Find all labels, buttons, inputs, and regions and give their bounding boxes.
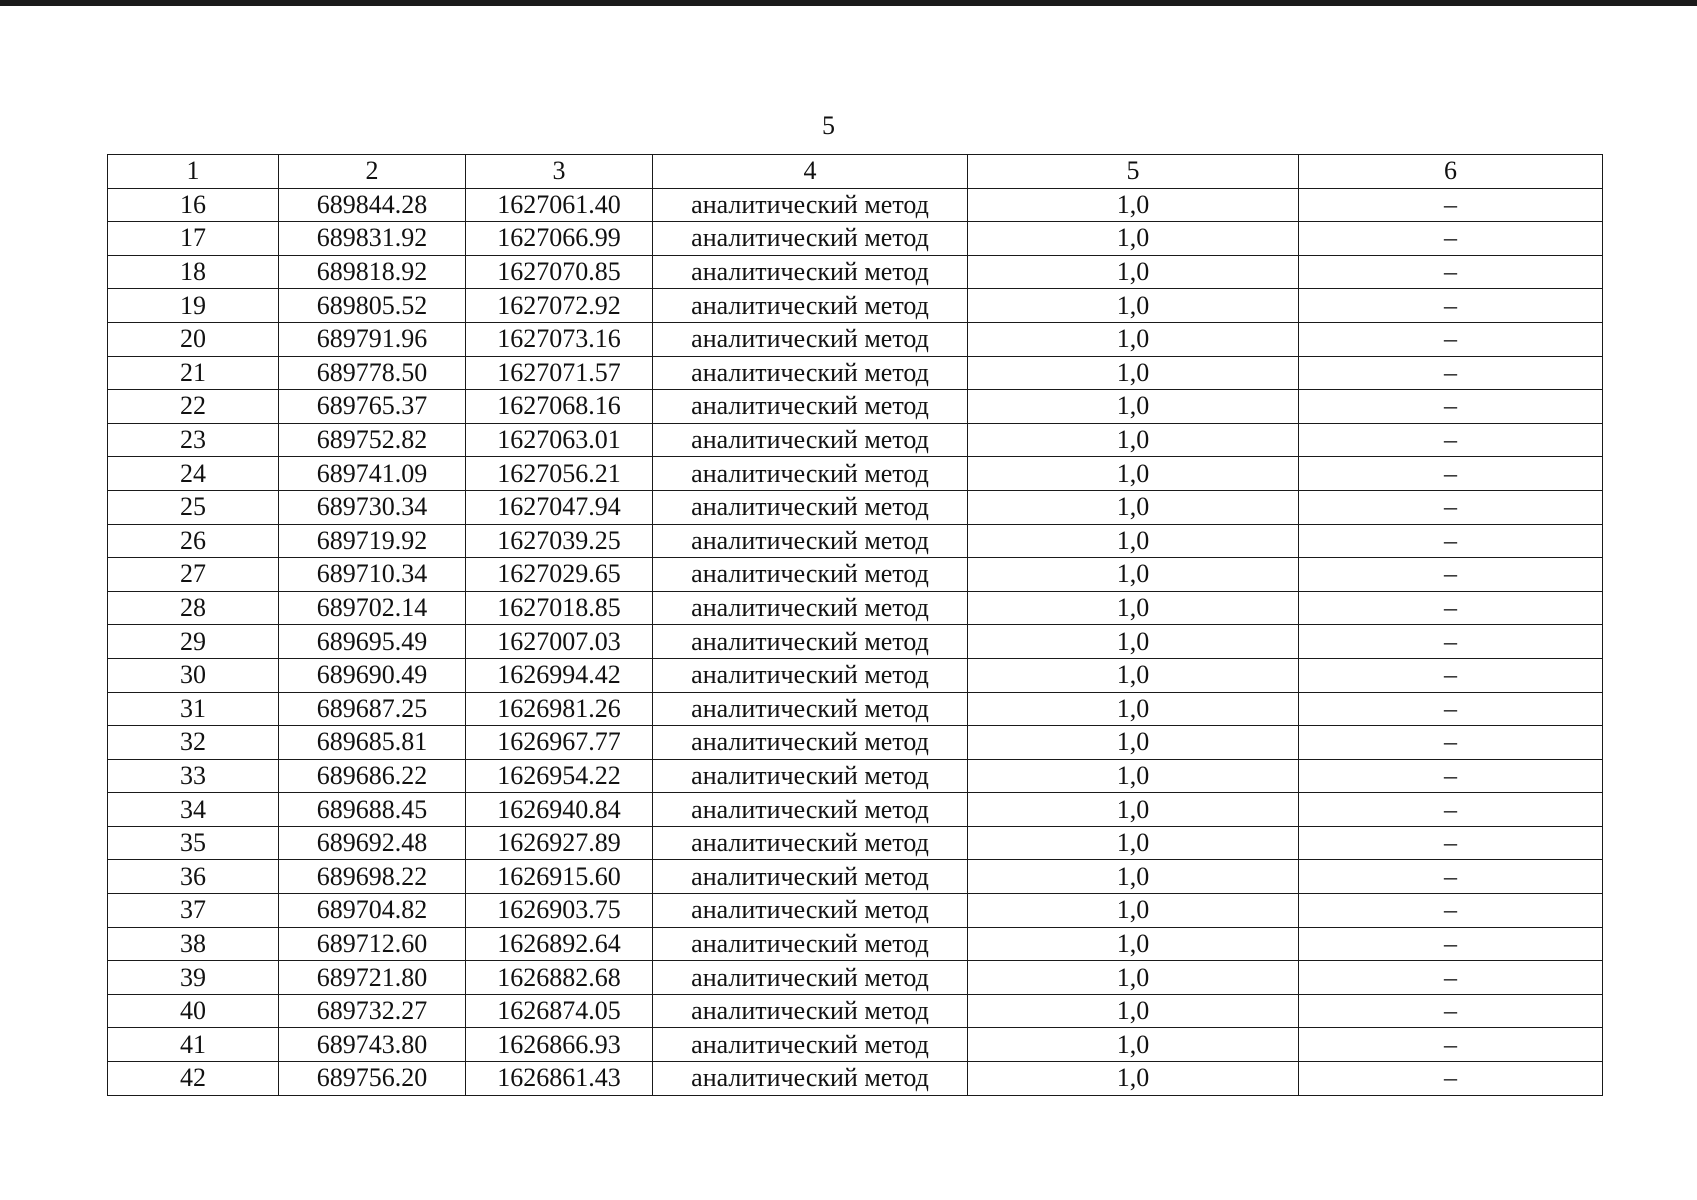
table-row: [108, 894, 1603, 928]
point-number-cell: 28: [108, 591, 279, 625]
point-number-cell: 19: [108, 289, 279, 323]
description-cell: –: [1299, 759, 1603, 793]
description-cell: –: [1299, 692, 1603, 726]
method-cell: аналитический метод: [653, 188, 968, 222]
accuracy-cell: 1,0: [968, 423, 1299, 457]
x-coordinate-cell: 689704.82: [279, 894, 466, 928]
y-coordinate-cell: 1626967.77: [466, 726, 653, 760]
y-coordinate-cell: 1627070.85: [466, 255, 653, 289]
y-coordinate-cell: 1627066.99: [466, 222, 653, 256]
point-number-cell: 35: [108, 826, 279, 860]
x-coordinate-cell: 689741.09: [279, 457, 466, 491]
accuracy-cell: 1,0: [968, 457, 1299, 491]
column-number-2: 2: [279, 155, 466, 189]
y-coordinate-cell: 1627018.85: [466, 591, 653, 625]
description-cell: –: [1299, 826, 1603, 860]
table-row: [108, 961, 1603, 995]
column-number-6: 6: [1299, 155, 1603, 189]
accuracy-cell: 1,0: [968, 625, 1299, 659]
accuracy-cell: 1,0: [968, 1028, 1299, 1062]
description-cell: –: [1299, 255, 1603, 289]
x-coordinate-cell: 689732.27: [279, 994, 466, 1028]
method-cell: аналитический метод: [653, 390, 968, 424]
table-row: [108, 524, 1603, 558]
accuracy-cell: 1,0: [968, 793, 1299, 827]
description-cell: –: [1299, 356, 1603, 390]
x-coordinate-cell: 689687.25: [279, 692, 466, 726]
x-coordinate-cell: 689690.49: [279, 658, 466, 692]
description-cell: –: [1299, 289, 1603, 323]
point-number-cell: 26: [108, 524, 279, 558]
y-coordinate-cell: 1626954.22: [466, 759, 653, 793]
point-number-cell: 34: [108, 793, 279, 827]
table-row: [108, 692, 1603, 726]
method-cell: аналитический метод: [653, 289, 968, 323]
method-cell: аналитический метод: [653, 490, 968, 524]
table-row: [108, 423, 1603, 457]
table-row: [108, 188, 1603, 222]
accuracy-cell: 1,0: [968, 322, 1299, 356]
x-coordinate-cell: 689688.45: [279, 793, 466, 827]
x-coordinate-cell: 689743.80: [279, 1028, 466, 1062]
column-number-3: 3: [466, 155, 653, 189]
description-cell: –: [1299, 625, 1603, 659]
point-number-cell: 25: [108, 490, 279, 524]
table-row: [108, 793, 1603, 827]
y-coordinate-cell: 1626874.05: [466, 994, 653, 1028]
point-number-cell: 22: [108, 390, 279, 424]
accuracy-cell: 1,0: [968, 524, 1299, 558]
method-cell: аналитический метод: [653, 1028, 968, 1062]
point-number-cell: 29: [108, 625, 279, 659]
table-row: [108, 994, 1603, 1028]
accuracy-cell: 1,0: [968, 726, 1299, 760]
method-cell: аналитический метод: [653, 894, 968, 928]
x-coordinate-cell: 689698.22: [279, 860, 466, 894]
description-cell: –: [1299, 591, 1603, 625]
point-number-cell: 16: [108, 188, 279, 222]
accuracy-cell: 1,0: [968, 658, 1299, 692]
method-cell: аналитический метод: [653, 255, 968, 289]
coordinates-table: [107, 154, 1603, 1096]
x-coordinate-cell: 689831.92: [279, 222, 466, 256]
y-coordinate-cell: 1627071.57: [466, 356, 653, 390]
accuracy-cell: 1,0: [968, 490, 1299, 524]
description-cell: –: [1299, 457, 1603, 491]
point-number-cell: 40: [108, 994, 279, 1028]
accuracy-cell: 1,0: [968, 894, 1299, 928]
y-coordinate-cell: 1627039.25: [466, 524, 653, 558]
description-cell: –: [1299, 860, 1603, 894]
x-coordinate-cell: 689818.92: [279, 255, 466, 289]
scan-top-edge: [0, 0, 1697, 6]
x-coordinate-cell: 689686.22: [279, 759, 466, 793]
y-coordinate-cell: 1627047.94: [466, 490, 653, 524]
accuracy-cell: 1,0: [968, 961, 1299, 995]
x-coordinate-cell: 689692.48: [279, 826, 466, 860]
x-coordinate-cell: 689721.80: [279, 961, 466, 995]
method-cell: аналитический метод: [653, 591, 968, 625]
accuracy-cell: 1,0: [968, 860, 1299, 894]
y-coordinate-cell: 1626861.43: [466, 1062, 653, 1096]
x-coordinate-cell: 689778.50: [279, 356, 466, 390]
description-cell: –: [1299, 793, 1603, 827]
description-cell: –: [1299, 1028, 1603, 1062]
table-header-row: [108, 155, 1603, 189]
point-number-cell: 23: [108, 423, 279, 457]
table-row: [108, 356, 1603, 390]
accuracy-cell: 1,0: [968, 826, 1299, 860]
y-coordinate-cell: 1626882.68: [466, 961, 653, 995]
accuracy-cell: 1,0: [968, 356, 1299, 390]
method-cell: аналитический метод: [653, 457, 968, 491]
description-cell: –: [1299, 927, 1603, 961]
table-row: [108, 490, 1603, 524]
table-row: [108, 1062, 1603, 1096]
point-number-cell: 41: [108, 1028, 279, 1062]
y-coordinate-cell: 1626903.75: [466, 894, 653, 928]
point-number-cell: 38: [108, 927, 279, 961]
point-number-cell: 42: [108, 1062, 279, 1096]
method-cell: аналитический метод: [653, 826, 968, 860]
description-cell: –: [1299, 658, 1603, 692]
accuracy-cell: 1,0: [968, 994, 1299, 1028]
table-row: [108, 289, 1603, 323]
table-row: [108, 759, 1603, 793]
point-number-cell: 24: [108, 457, 279, 491]
table-row: [108, 625, 1603, 659]
y-coordinate-cell: 1626866.93: [466, 1028, 653, 1062]
point-number-cell: 17: [108, 222, 279, 256]
y-coordinate-cell: 1626994.42: [466, 658, 653, 692]
point-number-cell: 18: [108, 255, 279, 289]
table-row: [108, 255, 1603, 289]
table-row: [108, 927, 1603, 961]
method-cell: аналитический метод: [653, 1062, 968, 1096]
y-coordinate-cell: 1626940.84: [466, 793, 653, 827]
table-row: [108, 457, 1603, 491]
table-row: [108, 658, 1603, 692]
accuracy-cell: 1,0: [968, 1062, 1299, 1096]
table-row: [108, 860, 1603, 894]
table-row: [108, 322, 1603, 356]
accuracy-cell: 1,0: [968, 222, 1299, 256]
x-coordinate-cell: 689685.81: [279, 726, 466, 760]
description-cell: –: [1299, 524, 1603, 558]
table-row: [108, 726, 1603, 760]
description-cell: –: [1299, 558, 1603, 592]
x-coordinate-cell: 689695.49: [279, 625, 466, 659]
column-number-1: 1: [108, 155, 279, 189]
method-cell: аналитический метод: [653, 524, 968, 558]
description-cell: –: [1299, 726, 1603, 760]
description-cell: –: [1299, 490, 1603, 524]
method-cell: аналитический метод: [653, 793, 968, 827]
method-cell: аналитический метод: [653, 994, 968, 1028]
description-cell: –: [1299, 390, 1603, 424]
accuracy-cell: 1,0: [968, 390, 1299, 424]
x-coordinate-cell: 689844.28: [279, 188, 466, 222]
accuracy-cell: 1,0: [968, 255, 1299, 289]
method-cell: аналитический метод: [653, 322, 968, 356]
page-number: 5: [822, 111, 835, 140]
table-row: [108, 591, 1603, 625]
x-coordinate-cell: 689719.92: [279, 524, 466, 558]
x-coordinate-cell: 689730.34: [279, 490, 466, 524]
method-cell: аналитический метод: [653, 860, 968, 894]
y-coordinate-cell: 1626915.60: [466, 860, 653, 894]
x-coordinate-cell: 689702.14: [279, 591, 466, 625]
y-coordinate-cell: 1627063.01: [466, 423, 653, 457]
table-row: [108, 222, 1603, 256]
accuracy-cell: 1,0: [968, 188, 1299, 222]
point-number-cell: 32: [108, 726, 279, 760]
y-coordinate-cell: 1627007.03: [466, 625, 653, 659]
description-cell: –: [1299, 1062, 1603, 1096]
point-number-cell: 33: [108, 759, 279, 793]
x-coordinate-cell: 689805.52: [279, 289, 466, 323]
table-row: [108, 558, 1603, 592]
point-number-cell: 21: [108, 356, 279, 390]
point-number-cell: 27: [108, 558, 279, 592]
method-cell: аналитический метод: [653, 423, 968, 457]
x-coordinate-cell: 689712.60: [279, 927, 466, 961]
x-coordinate-cell: 689710.34: [279, 558, 466, 592]
y-coordinate-cell: 1627072.92: [466, 289, 653, 323]
accuracy-cell: 1,0: [968, 927, 1299, 961]
method-cell: аналитический метод: [653, 927, 968, 961]
description-cell: –: [1299, 222, 1603, 256]
point-number-cell: 30: [108, 658, 279, 692]
accuracy-cell: 1,0: [968, 759, 1299, 793]
y-coordinate-cell: 1627056.21: [466, 457, 653, 491]
y-coordinate-cell: 1627073.16: [466, 322, 653, 356]
y-coordinate-cell: 1626981.26: [466, 692, 653, 726]
point-number-cell: 39: [108, 961, 279, 995]
point-number-cell: 37: [108, 894, 279, 928]
method-cell: аналитический метод: [653, 759, 968, 793]
description-cell: –: [1299, 188, 1603, 222]
method-cell: аналитический метод: [653, 558, 968, 592]
column-number-4: 4: [653, 155, 968, 189]
method-cell: аналитический метод: [653, 356, 968, 390]
method-cell: аналитический метод: [653, 961, 968, 995]
table-row: [108, 1028, 1603, 1062]
accuracy-cell: 1,0: [968, 289, 1299, 323]
method-cell: аналитический метод: [653, 222, 968, 256]
column-number-5: 5: [968, 155, 1299, 189]
description-cell: –: [1299, 322, 1603, 356]
accuracy-cell: 1,0: [968, 558, 1299, 592]
description-cell: –: [1299, 423, 1603, 457]
point-number-cell: 20: [108, 322, 279, 356]
accuracy-cell: 1,0: [968, 591, 1299, 625]
x-coordinate-cell: 689752.82: [279, 423, 466, 457]
y-coordinate-cell: 1627061.40: [466, 188, 653, 222]
y-coordinate-cell: 1627068.16: [466, 390, 653, 424]
x-coordinate-cell: 689765.37: [279, 390, 466, 424]
point-number-cell: 36: [108, 860, 279, 894]
point-number-cell: 31: [108, 692, 279, 726]
y-coordinate-cell: 1627029.65: [466, 558, 653, 592]
method-cell: аналитический метод: [653, 726, 968, 760]
description-cell: –: [1299, 961, 1603, 995]
method-cell: аналитический метод: [653, 658, 968, 692]
y-coordinate-cell: 1626927.89: [466, 826, 653, 860]
method-cell: аналитический метод: [653, 692, 968, 726]
description-cell: –: [1299, 994, 1603, 1028]
method-cell: аналитический метод: [653, 625, 968, 659]
table-body: [108, 155, 1603, 1096]
x-coordinate-cell: 689791.96: [279, 322, 466, 356]
x-coordinate-cell: 689756.20: [279, 1062, 466, 1096]
description-cell: –: [1299, 894, 1603, 928]
accuracy-cell: 1,0: [968, 692, 1299, 726]
y-coordinate-cell: 1626892.64: [466, 927, 653, 961]
table-row: [108, 826, 1603, 860]
table-row: [108, 390, 1603, 424]
